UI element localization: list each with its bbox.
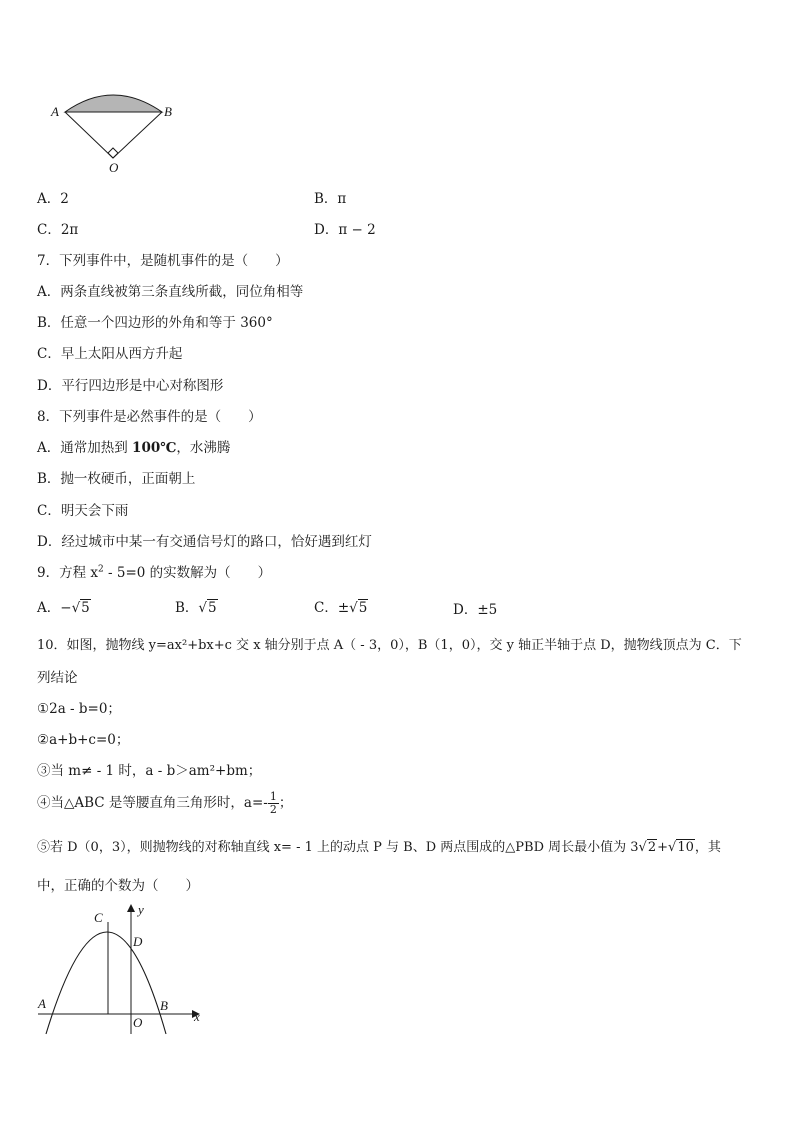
fraction-denominator: 2	[269, 803, 277, 816]
label-y: y	[138, 902, 144, 917]
parabola-figure	[30, 900, 210, 1040]
radius-oa	[65, 112, 113, 158]
label-d: D	[133, 934, 143, 949]
label-o: O	[133, 1015, 143, 1030]
q6-option-b: B．π	[314, 191, 347, 207]
q10-statement-1: ①2a - b=0；	[37, 701, 121, 717]
q9-option-b	[175, 596, 218, 616]
q7-option-d: D．平行四边形是中心对称图形	[37, 378, 224, 394]
q9-option-a	[37, 596, 91, 616]
q10-statement-5	[37, 836, 721, 855]
q10-statement-5-rad2: 10	[677, 840, 694, 855]
q6-option-c: C．2π	[37, 222, 79, 238]
q6-option-d: D．π − 2	[314, 222, 376, 238]
q10-statement-4	[37, 791, 292, 816]
sqrt-symbol: √10	[668, 840, 694, 855]
q9-stem-pre: 9．方程 x	[37, 565, 98, 581]
q7-option-a: A．两条直线被第三条直线所截，同位角相等	[37, 284, 304, 300]
radius-ob	[113, 112, 162, 158]
q10-statement-4-post: ；	[278, 795, 293, 811]
label-b: B	[164, 104, 172, 119]
q9-stem-post: - 5=0 的实数解为（ ）	[103, 565, 272, 581]
q10-statement-5-rad1: 2	[647, 840, 657, 855]
fraction	[268, 791, 279, 816]
q8-option-a	[37, 436, 230, 456]
parabola-curve	[46, 932, 166, 1034]
q10-line-end: 中，正确的个数为（ ）	[37, 878, 199, 894]
q10-statement-3: ③当 m≠ - 1 时，a - b＞am²+bm；	[37, 763, 262, 779]
label-x: x	[194, 1009, 200, 1024]
q8-stem: 8．下列事件是必然事件的是（ ）	[37, 409, 262, 425]
sqrt-symbol: √5	[349, 600, 368, 616]
q10-line2: 列结论	[37, 670, 78, 686]
label-b: B	[160, 998, 168, 1013]
label-a: A	[51, 104, 59, 119]
q8-option-b: B．抛一枚硬币，正面朝上	[37, 471, 196, 487]
label-o: O	[109, 160, 119, 175]
q10-statement-5-plus: +	[657, 840, 669, 855]
q8-option-d: D．经过城市中某一有交通信号灯的路口，恰好遇到红灯	[37, 534, 372, 550]
q10-statement-5-pre: ⑤若 D（0，3），则抛物线的对称轴直线 x= - 1 上的动点 P 与 B、D 两点围成的△PBD 周长最小值为 3	[37, 840, 639, 855]
q6-option-a: A．2	[37, 191, 69, 207]
label-c: C	[94, 910, 103, 925]
q10-statement-5-post: ，其	[694, 840, 721, 855]
q9-stem-sup: 2	[98, 564, 104, 575]
q8-option-a-pre: A．通常加热到	[37, 440, 133, 456]
q10-line1: 10．如图，抛物线 y=ax²+bx+c 交 x 轴分别于点 A（ - 3，0），B（1，0），交 y 轴正半轴于点 D，抛物线顶点为 C．下	[37, 638, 742, 653]
right-angle-mark	[108, 148, 118, 158]
q9-option-b-pre: B．	[175, 600, 199, 616]
q10-statement-4-pre: ④当△ABC 是等腰直角三角形时，a=-	[37, 795, 268, 811]
sqrt-symbol: √5	[71, 600, 90, 616]
q9-option-b-rad: 5	[208, 600, 217, 616]
q8-option-a-post: ，水沸腾	[176, 440, 231, 456]
sector-figure	[40, 84, 190, 179]
q9-option-a-rad: 5	[81, 600, 90, 616]
q9-option-d: D．±5	[453, 602, 498, 618]
q9-stem	[37, 561, 271, 581]
q8-option-c: C．明天会下雨	[37, 503, 129, 519]
shaded-segment	[65, 95, 162, 112]
sqrt-symbol: √2	[638, 840, 657, 855]
q9-option-c	[314, 596, 368, 616]
sqrt-symbol: √5	[198, 600, 217, 616]
q7-option-c: C．早上太阳从西方升起	[37, 346, 183, 362]
q9-option-c-pre: C．±	[314, 600, 350, 616]
label-a: A	[38, 996, 46, 1011]
q7-option-b: B．任意一个四边形的外角和等于 360°	[37, 315, 273, 331]
q8-option-a-bold: 100℃	[132, 440, 177, 456]
fraction-numerator: 1	[269, 790, 277, 803]
q10-statement-2: ②a+b+c=0；	[37, 732, 130, 748]
q9-option-a-pre: A．−	[37, 600, 72, 616]
q7-stem: 7．下列事件中，是随机事件的是（ ）	[37, 253, 289, 269]
q9-option-c-rad: 5	[358, 600, 368, 616]
